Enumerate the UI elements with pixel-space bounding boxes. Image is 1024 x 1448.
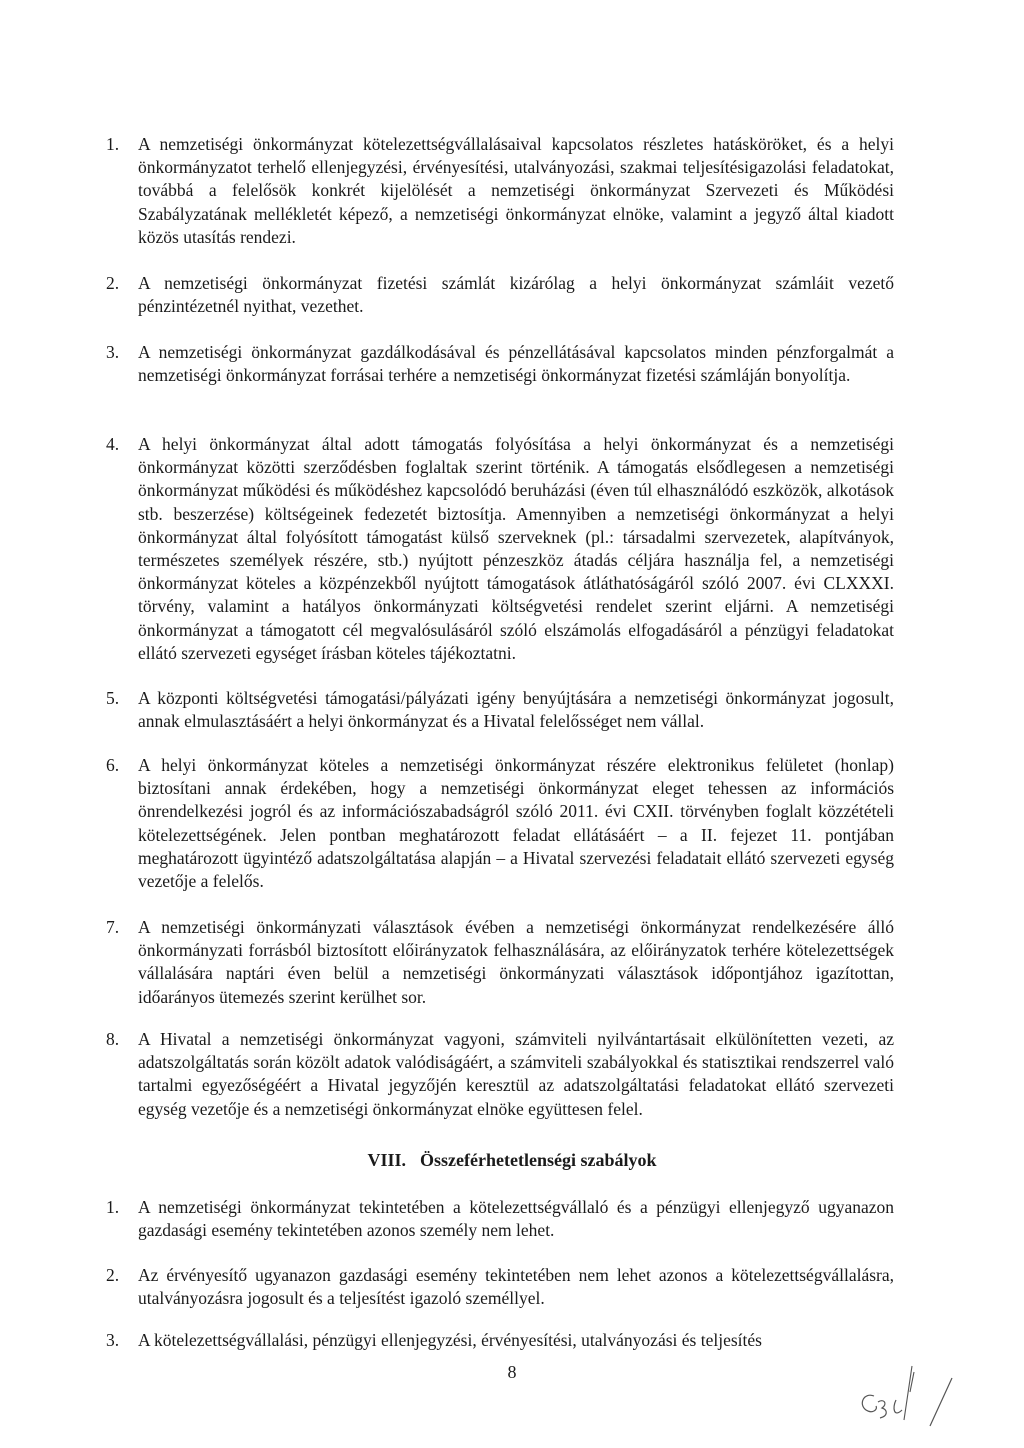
item-text: A nemzetiségi önkormányzati választások évében a nemzetiségi önkormányzat rendelkezésére álló önkormányzati forrásból biztosított előirányzatok felhasználására, az előirányzatok terhére kötelezettségek vállalására naptári éven belül a nemzetiségi önkormányzati választások időpontjához igazítottan, időarányos ütemezés szerint kerülhet sor. [138,917,894,1007]
list-item [106,1028,894,1121]
section-heading-number: VIII. [367,1150,407,1170]
item-number: 1. [106,134,120,154]
item-number: 5. [106,688,120,708]
item-number: 1. [106,1197,120,1217]
item-text: A nemzetiségi önkormányzat kötelezettségvállalásaival kapcsolatos részletes hatásköröket, és a helyi önkormányzatot terhelő ellenjegyzési, érvényesítési, utalványozási, szakmai teljesítésigazolási feladatokat, továbbá a felelősök konkrét kijelölését a nemzetiségi önkormányzat Szervezeti és Működési Szabályzatának mellékletét képező, a nemzetiségi önkormányzat elnöke, valamint a jegyző által kiadott közös utasítás rendezi. [138,134,894,247]
item-text: A helyi önkormányzat köteles a nemzetiségi önkormányzat részére elektronikus felületet (honlap) biztosítani annak érdekében, hogy a nemzetiségi önkormányzat eleget tehessen az információs önrendelkezési jogról és az információszabadságról szóló 2011. évi CXII. törvényben foglalt közzétételi kötelezettségének. Jelen pontban meghatározott feladat ellátásáért – a II. fejezet 11. pontjában meghatározott ügyintéző adatszolgáltatása alapján – a Hivatal szervezési feladatait ellátó szervezeti egység vezetője a felelős. [138,755,894,892]
section-heading [0,1150,1024,1171]
item-text: A nemzetiségi önkormányzat gazdálkodásával és pénzellátásával kapcsolatos minden pénzforgalmát a nemzetiségi önkormányzat forrásai terhére a nemzetiségi önkormányzat fizetési számláján bonyolítja. [138,342,894,386]
item-text: A kötelezettségvállalási, pénzügyi ellenjegyzési, érvényesítési, utalványozási és teljesítés [138,1330,762,1350]
item-text: A nemzetiségi önkormányzat tekintetében a kötelezettségvállaló és a pénzügyi ellenjegyző ugyanazon gazdasági esemény tekintetében azonos személy nem lehet. [138,1197,894,1241]
list-item [106,687,894,733]
section-heading-title: Összeférhetetlenségi szabályok [420,1150,657,1170]
item-text: A helyi önkormányzat által adott támogatás folyósítása a helyi önkormányzat és a nemzetiségi önkormányzat közötti szerződésben foglaltak szerint történik. A támogatás elsődlegesen a nemzetiségi önkormányzat működési és működéshez kapcsolódó beruházási (éven túl elhasználódó eszközök, alkotások stb. beszerzése) költségeinek fedezetét biztosítja. Amennyiben a nemzetiségi önkormányzat a helyi önkormányzat által folyósított támogatást külső szerveknek (pl.: társadalmi szervezetek, alapítványok, természetes személyek részére, stb.) nyújtott pénzeszköz átadás céljára használja fel, a nemzetiségi önkormányzat köteles a közpénzekből nyújtott támogatások átláthatóságáról szóló 2007. évi CLXXXI. törvény, valamint a hatályos önkormányzati költségvetési rendelet szerint eljárni. A nemzetiségi önkormányzat a támogatott cél megvalósulásáról szóló elszámolás elfogadásáról a pénzügyi feladatokat ellátó szervezeti egységet írásban köteles tájékoztatni. [138,434,894,663]
list-item [106,1264,894,1310]
handwritten-initials [852,1360,962,1430]
item-text: Az érvényesítő ugyanazon gazdasági esemény tekintetében nem lehet azonos a kötelezettségvállalásra, utalványozásra jogosult és a teljesítést igazoló személlyel. [138,1265,894,1309]
item-number: 4. [106,434,120,454]
list-item [106,1329,894,1352]
page-number: 8 [507,1362,517,1382]
item-text: A nemzetiségi önkormányzat fizetési számlát kizárólag a helyi önkormányzat számláit vezető pénzintézetnél nyithat, vezethet. [138,273,894,317]
item-number: 2. [106,273,120,293]
item-number: 8. [106,1029,120,1049]
item-text: A központi költségvetési támogatási/pályázati igény benyújtására a nemzetiségi önkormányzat jogosult, annak elmulasztásáért a helyi önkormányzat és a Hivatal felelősséget nem vállal. [138,688,894,732]
item-number: 7. [106,917,120,937]
list-item [106,754,894,893]
list-item [106,133,894,249]
item-number: 3. [106,342,120,362]
list-item [106,272,894,318]
list-item [106,341,894,387]
list-item [106,916,894,1009]
list-item [106,433,894,665]
item-number: 3. [106,1330,120,1350]
item-number: 6. [106,755,120,775]
list-item [106,1196,894,1242]
item-number: 2. [106,1265,120,1285]
item-text: A Hivatal a nemzetiségi önkormányzat vagyoni, számviteli nyilvántartásait elkülönítetten vezeti, az adatszolgáltatás során közölt adatok valódiságáért, a számviteli szabályokkal és statisztikai rendszerrel való tartalmi egyezőségéért a Hivatal jegyzőjén keresztül az adatszolgáltatási feladatokat ellátó szervezeti egység vezetője és a nemzetiségi önkormányzat elnöke együttesen felel. [138,1029,894,1119]
